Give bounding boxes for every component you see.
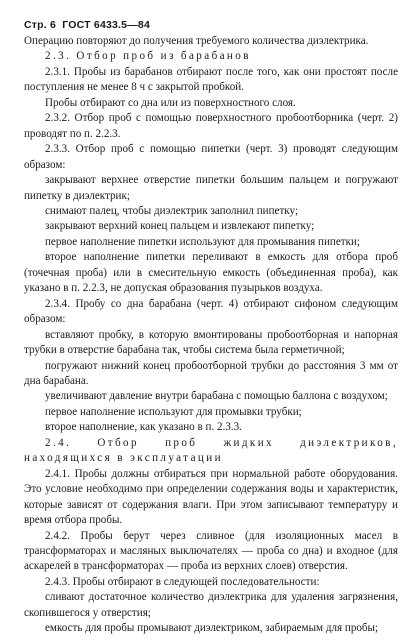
list-item: второе наполнение, как указано в п. 2.3.3. bbox=[45, 421, 242, 434]
paragraph: 2.3.1. Пробы из барабанов отбирают после того, как они простоят после поступления не менее 8 ч с закрытой пробкой. bbox=[24, 65, 398, 94]
list-item: второе наполнение пипетки переливают в емкость для отбора проб (точечная проба) или в смесительную емкость (объединенная проба), как указано в п. 2.2.3, не допуская образования пузырьков воздуха. bbox=[24, 251, 398, 295]
list-item: сливают достаточное количество диэлектрика для удаления загрязнения, скопившегося у отверстия; bbox=[24, 591, 398, 619]
paragraph: 2.3.3. Отбор проб с помощью пипетки (черт. 3) проводят следующим образом: bbox=[24, 143, 398, 171]
page-header bbox=[24, 19, 150, 31]
paragraph: 2.3.4. Пробу со дна барабана (черт. 4) отбирают сифоном следующим образом: bbox=[24, 297, 398, 326]
paragraph: Операцию повторяют до получения требуемого количества диэлектрика. bbox=[24, 35, 369, 47]
section-heading: 2.4. Отбор проб жидких диэлектриков, находящихся в эксплуатации bbox=[24, 436, 398, 465]
page-number: Стр. 6 bbox=[24, 19, 57, 31]
section-heading: 2.3. Отбор проб из барабанов bbox=[45, 50, 251, 63]
list-item: первое наполнение пипетки используют для промывания пипетки; bbox=[45, 235, 361, 248]
list-item: емкость для пробы промывают диэлектриком, забираемым для пробы; bbox=[45, 622, 379, 635]
list-item: вставляют пробку, в которую вмонтированы пробоотборная и напорная трубки в отверстие барабана так, чтобы система была герметичной; bbox=[24, 328, 398, 357]
paragraph: Пробы отбирают со дна или из поверхностного слоя. bbox=[45, 96, 296, 109]
list-item: увеличивают давление внутри барабана с помощью баллона с воздухом; bbox=[45, 390, 388, 403]
list-item: снимают палец, чтобы диэлектрик заполнил пипетку; bbox=[45, 204, 299, 217]
standard-code: ГОСТ 6433.5—84 bbox=[62, 19, 150, 31]
list-item: погружают нижний конец пробоотборной трубки до расстояния 3 мм от дна барабана. bbox=[24, 359, 398, 387]
paragraph: 2.4.1. Пробы должны отбираться при нормальной работе оборудования. Это условие необходимо при определении содержания воды и характеристик, которые зависят от содержания влаги. При этом записывают температуру и время отбора пробы. bbox=[24, 467, 398, 527]
list-item: закрывают верхнее отверстие пипетки большим пальцем и погружают пипетку в диэлектрик; bbox=[24, 174, 398, 202]
paragraph: 2.4.3. Пробы отбирают в следующей последовательности: bbox=[45, 575, 320, 588]
document-body bbox=[24, 34, 398, 637]
paragraph: 2.3.2. Отбор проб с помощью поверхностного пробоотборника (черт. 2) проводят по п. 2.2.3. bbox=[24, 112, 398, 140]
list-item: закрывают верхний конец пальцем и извлекают пипетку; bbox=[45, 220, 315, 233]
paragraph: 2.4.2. Пробы берут через сливное (для изоляционных масел в трансформаторах и масляных выключателях — проба со дна) и входное (для аскарелей в трансформаторах — проба из верхних слоев) отверстия. bbox=[24, 529, 398, 573]
list-item: первое наполнение используют для промывки трубки; bbox=[45, 405, 302, 418]
